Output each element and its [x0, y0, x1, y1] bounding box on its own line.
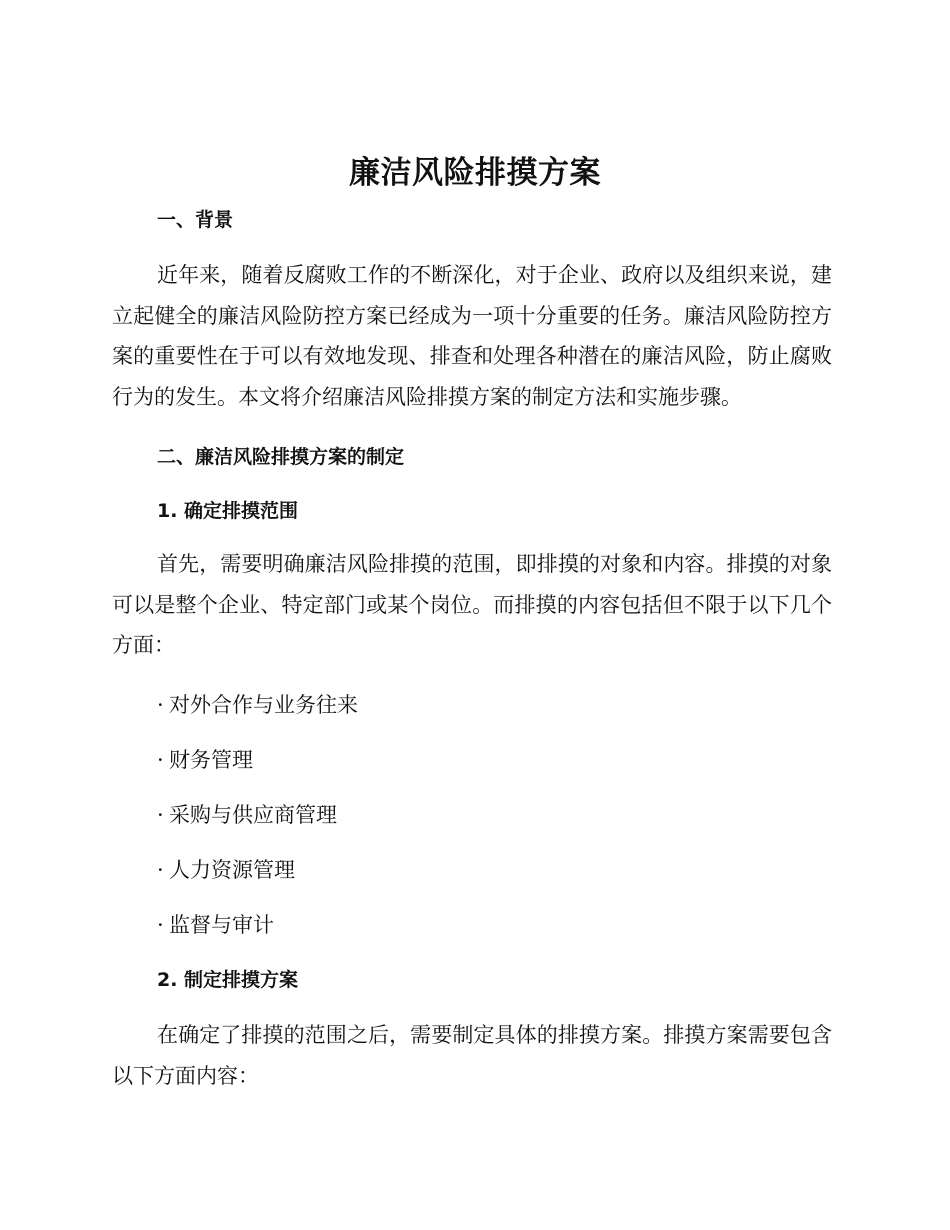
subsection-heading-plan: 2. 制定排摸方案 [157, 969, 299, 991]
list-item-text: 人力资源管理 [169, 858, 295, 882]
list-item [157, 744, 253, 776]
scope-paragraph: 首先，需要明确廉洁风险排摸的范围，即排摸的对象和内容。排摸的对象可以是整个企业、特定部门或某个岗位。而排摸的内容包括但不限于以下几个方面： [112, 552, 832, 657]
list-item-text: 采购与供应商管理 [169, 803, 337, 827]
list-item [157, 854, 295, 886]
list-item [157, 799, 337, 831]
section-heading-background: 一、背景 [157, 209, 234, 231]
section-heading-formulation: 二、廉洁风险排摸方案的制定 [157, 446, 405, 468]
bullet-marker: · [157, 913, 164, 937]
bullet-marker: · [157, 858, 164, 882]
subsection-heading-scope: 1. 确定排摸范围 [157, 500, 299, 522]
document-title: 廉洁风险排摸方案 [349, 155, 601, 191]
list-item [157, 689, 358, 721]
list-item-text: 监督与审计 [169, 913, 274, 937]
background-paragraph: 近年来，随着反腐败工作的不断深化，对于企业、政府以及组织来说，建立起健全的廉洁风险防控方案已经成为一项十分重要的任务。廉洁风险防控方案的重要性在于可以有效地发现、排查和处理各种潜在的廉洁风险，防止腐败行为的发生。本文将介绍廉洁风险排摸方案的制定方法和实施步骤。 [112, 263, 832, 409]
list-item [157, 909, 274, 941]
bullet-marker: · [157, 693, 164, 717]
plan-paragraph: 在确定了排摸的范围之后，需要制定具体的排摸方案。排摸方案需要包含以下方面内容： [112, 1023, 832, 1088]
bullet-marker: · [157, 803, 164, 827]
bullet-marker: · [157, 748, 164, 772]
list-item-text: 财务管理 [169, 748, 253, 772]
list-item-text: 对外合作与业务往来 [169, 693, 358, 717]
